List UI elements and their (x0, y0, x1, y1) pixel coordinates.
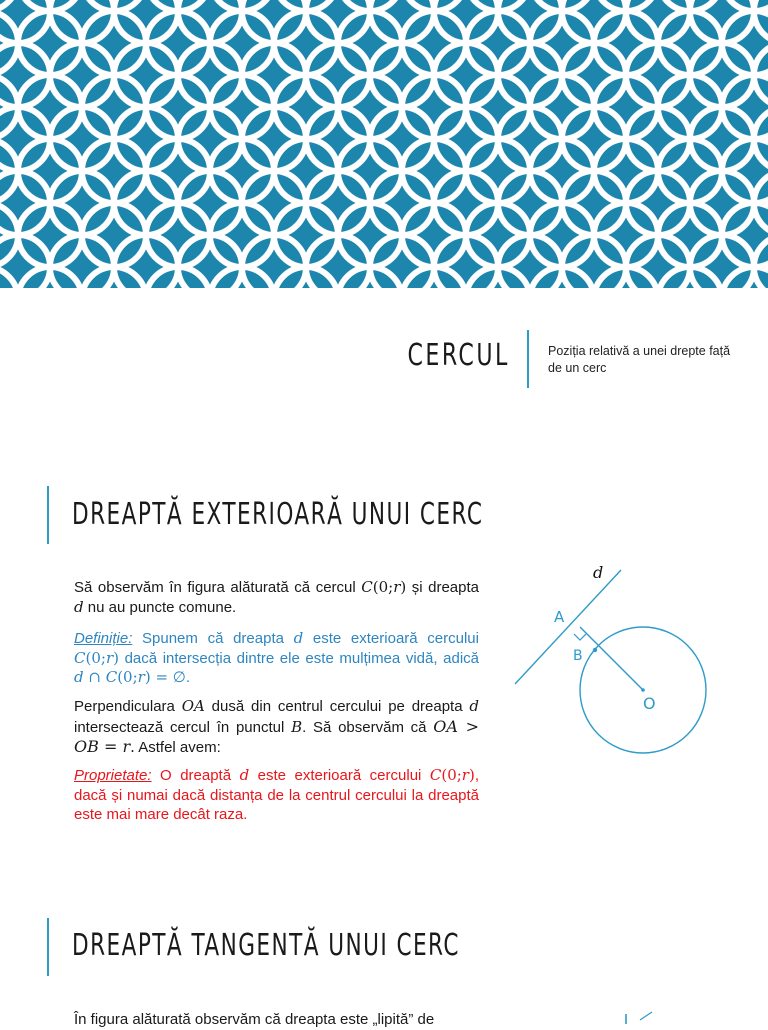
decorative-banner (0, 0, 768, 288)
segment-OA (580, 627, 643, 690)
math: ) (113, 648, 119, 667)
text: . (185, 669, 191, 686)
math: ) = ∅ (144, 668, 186, 686)
text: și dreapta (406, 579, 480, 596)
math: (0; (85, 648, 106, 667)
paragraph-observation (74, 578, 479, 617)
figure-drawing-partial (610, 1000, 670, 1024)
page-title: CERCUL (407, 338, 510, 373)
point-O (641, 688, 645, 692)
math: C (105, 668, 118, 686)
math: ) (400, 578, 407, 596)
math: ) (468, 766, 475, 784)
math: C (361, 578, 373, 596)
math: d (74, 597, 84, 616)
property-label: Proprietate: (74, 767, 152, 784)
text: dusă din centrul cercului pe dreapta (204, 698, 470, 715)
math: (0; (117, 668, 138, 686)
math: ∩ (83, 668, 106, 686)
definition-paragraph (74, 629, 479, 688)
text: , dacă și numai dacă distanța de la centrul cercului la dreaptă este mai mare decât raza. (74, 767, 479, 823)
text: este exterioară cercului (249, 767, 430, 784)
line-d (515, 570, 621, 684)
math: . (130, 738, 135, 756)
text: dacă intersecția dintre ele este mulțimea vidă, adică (118, 649, 479, 667)
math: OA > OB = r (74, 716, 479, 756)
point-B (593, 648, 597, 652)
math: d (239, 766, 250, 784)
exterior-line-figure (505, 560, 735, 770)
text: Astfel avem: (134, 739, 221, 756)
text: . Să observăm că (302, 718, 434, 736)
label-d: d (593, 563, 604, 582)
right-angle-mark (574, 634, 586, 640)
section-heading-tangent: DREAPTĂ TANGENTĂ UNUI CERC (72, 928, 460, 963)
math: r (461, 766, 469, 784)
text: Să observăm în figura alăturată că cercul (74, 579, 362, 596)
math: d (469, 697, 479, 715)
text: O dreaptă (151, 767, 240, 784)
section-heading-exterior: DREAPTĂ EXTERIOARĂ UNUI CERC (72, 497, 484, 532)
circle-pattern (0, 0, 768, 288)
tangent-stroke (640, 1012, 652, 1020)
math: r (393, 578, 401, 596)
title-divider (527, 330, 529, 388)
math: (0; (372, 578, 394, 596)
math: C (74, 648, 86, 667)
math: d (293, 629, 304, 647)
definition-label: Definiție: (74, 630, 133, 647)
tangent-figure-partial (610, 1000, 670, 1024)
math: (0; (441, 766, 462, 784)
math: d (74, 668, 84, 686)
math: B (291, 717, 303, 736)
math: OA (181, 697, 205, 715)
tangent-paragraph: În figura alăturată observăm că dreapta este „lipită” de (74, 1011, 435, 1028)
perpendicular-paragraph (74, 697, 479, 758)
text: nu au puncte comune. (83, 598, 237, 616)
figure-drawing (505, 560, 735, 770)
math: C (429, 766, 442, 784)
text: Spunem că dreapta (132, 630, 294, 647)
title-block (0, 330, 768, 390)
text: Perpendiculara (74, 698, 182, 715)
property-paragraph (74, 766, 479, 825)
label-O: O (643, 694, 656, 713)
math: r (105, 648, 114, 667)
section-accent-bar (47, 918, 49, 976)
text: este exterioară cercului (303, 630, 479, 647)
page-subtitle: Poziția relativă a unei drepte față de un cerc (548, 344, 731, 375)
text: intersectează cercul în punctul (74, 718, 292, 736)
section-accent-bar (47, 486, 49, 544)
label-B: B (573, 648, 583, 664)
label-A: A (554, 608, 565, 626)
math: r (137, 668, 145, 686)
